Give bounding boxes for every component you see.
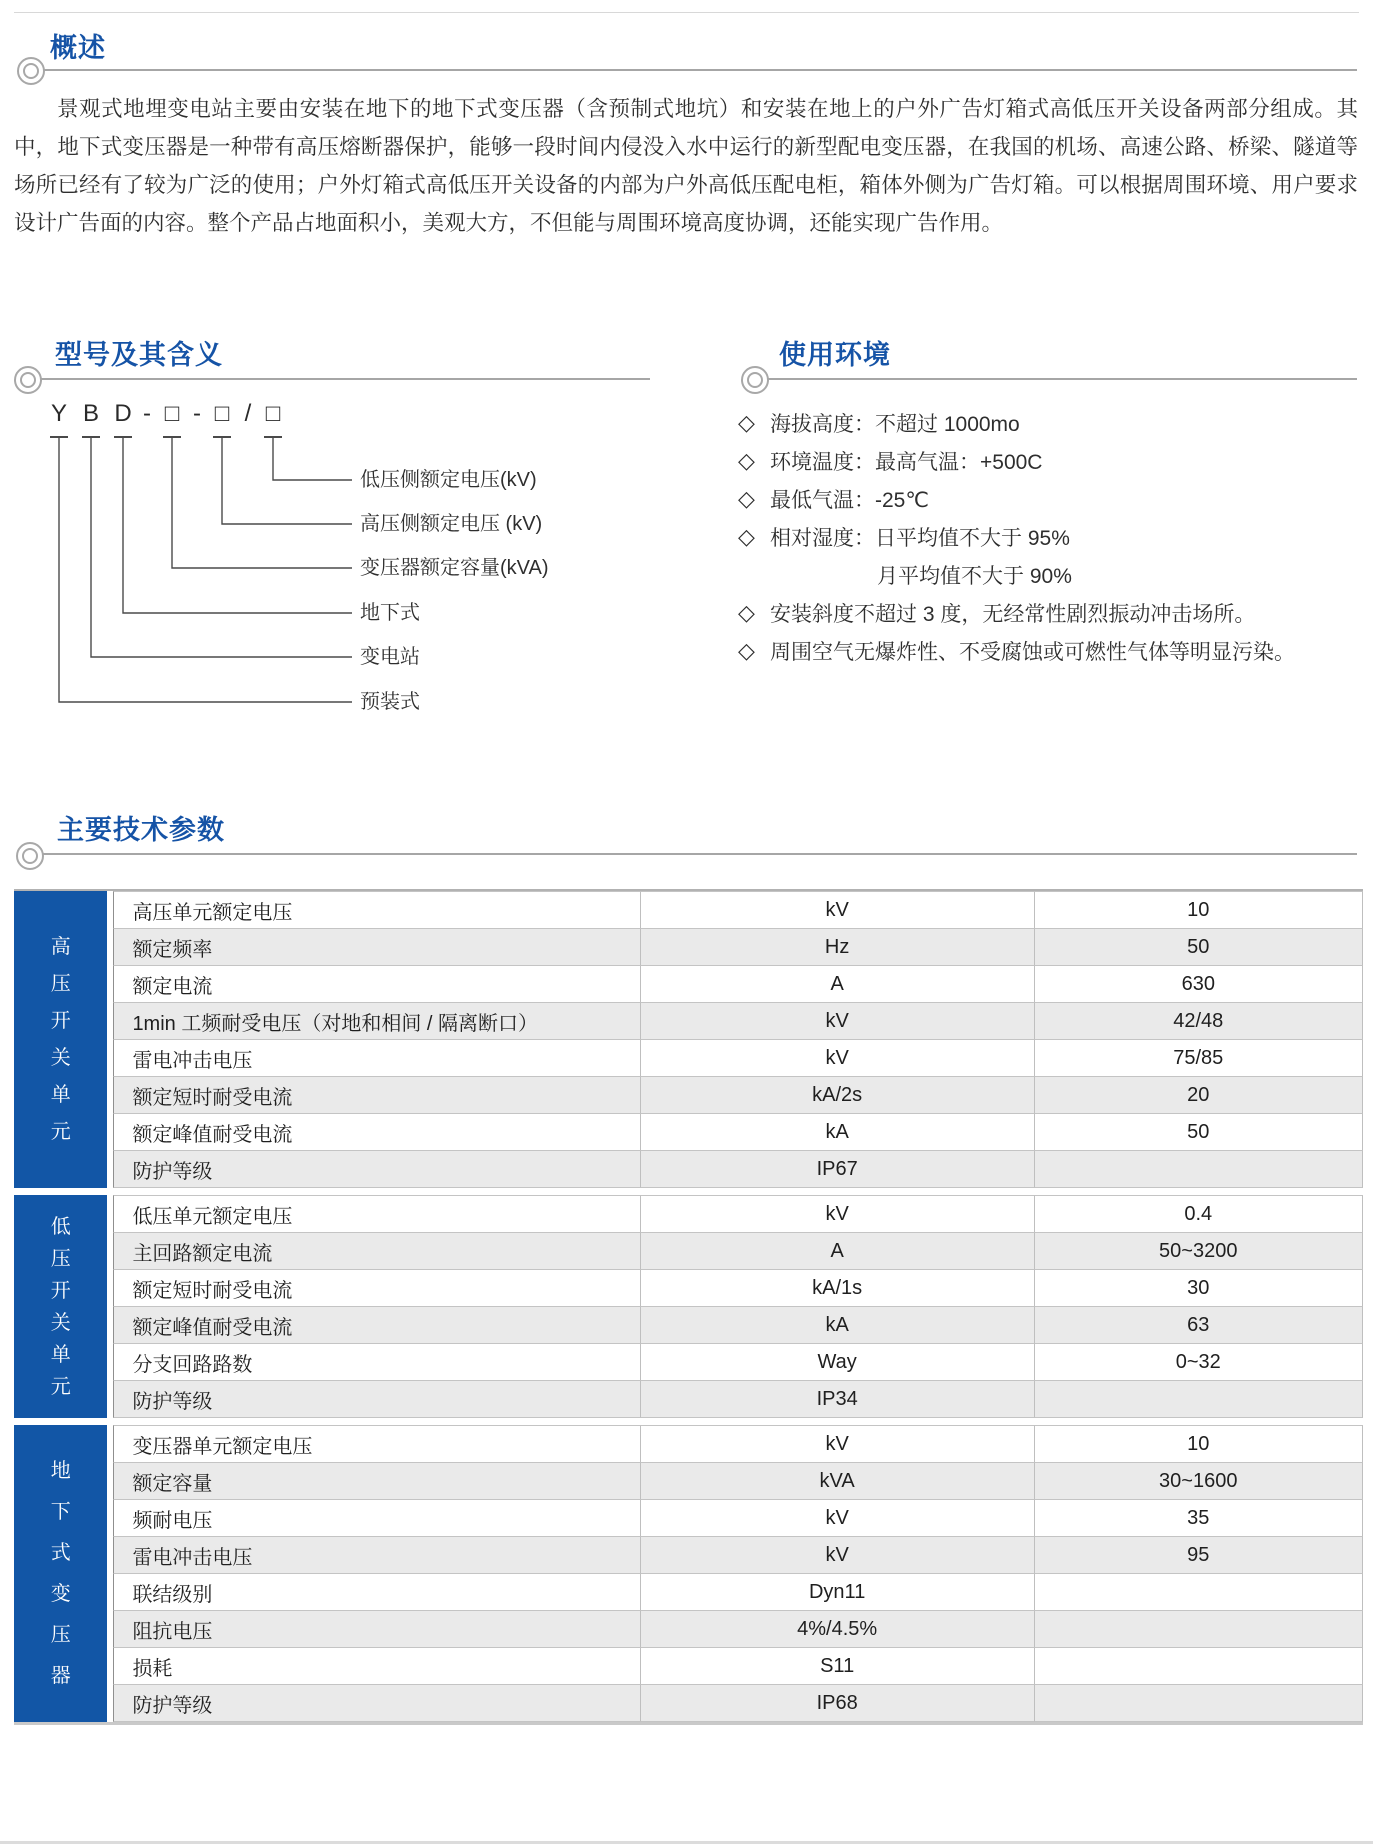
model-code-label: 变电站 [360, 646, 420, 668]
section-ring-icon [17, 57, 45, 85]
param-name-cell: 防护等级 [113, 1381, 640, 1418]
model-code-diagram [0, 400, 680, 730]
model-code-label: 高压侧额定电压 (kV) [360, 513, 543, 535]
page-top-divider [14, 12, 1359, 13]
param-unit-cell: kA [641, 1114, 1035, 1151]
model-code-symbol: □ [214, 400, 230, 427]
param-name-cell: 损耗 [113, 1648, 640, 1685]
param-unit-cell: kA [641, 1307, 1035, 1344]
environment-item [738, 632, 1368, 670]
environment-item-text: 周围空气无爆炸性、不受腐蚀或可燃性气体等明显污染。 [770, 641, 1295, 664]
param-unit-cell: kV [641, 1500, 1035, 1537]
diamond-bullet-icon: ◇ [738, 600, 755, 625]
param-value-cell: 30~1600 [1035, 1463, 1363, 1500]
table-row [14, 1077, 1363, 1114]
param-value-cell: 50 [1035, 929, 1363, 966]
param-unit-cell: kA/2s [641, 1077, 1035, 1114]
param-name-cell: 额定容量 [113, 1463, 640, 1500]
diamond-bullet-icon: ◇ [738, 486, 755, 511]
environment-item [738, 518, 1368, 556]
table-row [14, 1270, 1363, 1307]
model-code-symbol: Y [50, 400, 67, 427]
param-unit-cell: S11 [641, 1648, 1035, 1685]
environment-item [738, 404, 1368, 442]
model-code-symbol: / [244, 400, 252, 427]
param-unit-cell: kV [641, 891, 1035, 929]
group-sidebar [14, 1195, 113, 1418]
param-value-cell [1035, 1648, 1363, 1685]
environment-item [738, 594, 1368, 632]
param-value-cell [1035, 1381, 1363, 1418]
param-value-cell [1035, 1685, 1363, 1722]
parameter-group-table [14, 1195, 1363, 1418]
table-row [14, 1114, 1363, 1151]
param-value-cell: 95 [1035, 1537, 1363, 1574]
environment-section-rule [768, 378, 1357, 380]
param-name-cell: 分支回路路数 [113, 1344, 640, 1381]
environment-item-text: 环境温度：最高气温：+500C [770, 451, 1043, 474]
param-value-cell [1035, 1151, 1363, 1188]
table-row [14, 1500, 1363, 1537]
param-unit-cell: kV [641, 1425, 1035, 1463]
environment-item-text: 相对湿度：日平均值不大于 95% [770, 527, 1070, 550]
param-value-cell: 0.4 [1035, 1195, 1363, 1233]
param-value-cell: 20 [1035, 1077, 1363, 1114]
param-name-cell: 防护等级 [113, 1685, 640, 1722]
overview-section-rule [44, 69, 1357, 71]
environment-item-text: 最低气温：-25℃ [770, 489, 929, 512]
group-sidebar-label: 低压开关单元 [50, 1215, 71, 1398]
section-ring-inner-icon [23, 63, 39, 79]
param-unit-cell: IP68 [641, 1685, 1035, 1722]
section-ring-inner-icon [20, 372, 36, 388]
table-row [14, 1003, 1363, 1040]
parameters-section-title: 主要技术参数 [57, 815, 225, 845]
param-value-cell [1035, 1574, 1363, 1611]
table-row [14, 1233, 1363, 1270]
table-row [14, 1307, 1363, 1344]
param-value-cell: 30 [1035, 1270, 1363, 1307]
param-value-cell: 630 [1035, 966, 1363, 1003]
table-row [14, 1685, 1363, 1722]
environment-section-title: 使用环境 [779, 340, 891, 370]
model-code-symbol: □ [265, 400, 281, 427]
param-unit-cell: kV [641, 1195, 1035, 1233]
overview-paragraph: 景观式地埋变电站主要由安装在地下的地下式变压器（含预制式地坑）和安装在地上的户外广告灯箱式高低压开关设备两部分组成。其中，地下式变压器是一种带有高压熔断器保护，能够一段时间内侵没入水中运行的新型配电变压器，在我国的机场、高速公路、桥梁、隧道等场所已经有了较为广泛的使用；户外灯箱式高低压开关设备的内部为户外高低压配电柜，箱体外侧为广告灯箱。可以根据周围环境、用户要求设计广告面的内容。整个产品占地面积小，美观大方，不但能与周围环境高度协调，还能实现广告作用。 [14, 97, 1358, 235]
table-row [14, 1381, 1363, 1418]
param-name-cell: 频耐电压 [113, 1500, 640, 1537]
parameter-group-table [14, 891, 1363, 1188]
diamond-bullet-icon: ◇ [738, 410, 755, 435]
table-row [14, 1195, 1363, 1233]
param-name-cell: 雷电冲击电压 [113, 1040, 640, 1077]
section-ring-icon [741, 366, 769, 394]
param-name-cell: 额定频率 [113, 929, 640, 966]
section-ring-icon [14, 366, 42, 394]
diamond-bullet-icon: ◇ [738, 638, 755, 663]
param-value-cell: 42/48 [1035, 1003, 1363, 1040]
overview-section-title: 概述 [50, 33, 106, 63]
model-section-rule [41, 378, 650, 380]
table-row [14, 1425, 1363, 1463]
model-code-label: 预装式 [360, 691, 420, 713]
model-code-label: 地下式 [360, 602, 420, 624]
param-name-cell: 额定短时耐受电流 [113, 1270, 640, 1307]
param-unit-cell: Dyn11 [641, 1574, 1035, 1611]
param-value-cell: 35 [1035, 1500, 1363, 1537]
param-unit-cell: kV [641, 1537, 1035, 1574]
param-unit-cell: 4%/4.5% [641, 1611, 1035, 1648]
section-ring-inner-icon [22, 848, 38, 864]
param-value-cell: 63 [1035, 1307, 1363, 1344]
model-code-symbol: - [143, 400, 151, 427]
table-row [14, 1040, 1363, 1077]
param-name-cell: 额定电流 [113, 966, 640, 1003]
param-name-cell: 额定短时耐受电流 [113, 1077, 640, 1114]
environment-list [738, 404, 1368, 670]
parameter-group-table [14, 1425, 1363, 1722]
environment-item-text: 海拔高度：不超过 1000mo [770, 413, 1020, 436]
table-row [14, 1344, 1363, 1381]
param-value-cell: 75/85 [1035, 1040, 1363, 1077]
param-unit-cell: Hz [641, 929, 1035, 966]
model-code-symbol: D [114, 400, 132, 427]
environment-item-text: 月平均值不大于 90% [877, 565, 1072, 588]
environment-item [738, 556, 1368, 594]
section-ring-icon [16, 842, 44, 870]
table-row [14, 1151, 1363, 1188]
param-name-cell: 额定峰值耐受电流 [113, 1307, 640, 1344]
environment-item-text: 安装斜度不超过 3 度，无经常性剧烈振动冲击场所。 [770, 603, 1256, 626]
param-name-cell: 主回路额定电流 [113, 1233, 640, 1270]
environment-item [738, 442, 1368, 480]
model-code-label: 低压侧额定电压(kV) [360, 469, 537, 491]
param-unit-cell: IP34 [641, 1381, 1035, 1418]
table-row [14, 1648, 1363, 1685]
model-code-symbol: □ [164, 400, 180, 427]
param-name-cell: 低压单元额定电压 [113, 1195, 640, 1233]
table-row [14, 1611, 1363, 1648]
param-unit-cell: kA/1s [641, 1270, 1035, 1307]
table-row [14, 891, 1363, 929]
param-name-cell: 联结级别 [113, 1574, 640, 1611]
param-name-cell: 防护等级 [113, 1151, 640, 1188]
param-name-cell: 高压单元额定电压 [113, 891, 640, 929]
page-bottom-edge [0, 1841, 1373, 1844]
parameters-section-rule [43, 853, 1357, 855]
param-unit-cell: IP67 [641, 1151, 1035, 1188]
param-unit-cell: kV [641, 1040, 1035, 1077]
param-unit-cell: Way [641, 1344, 1035, 1381]
table-row [14, 966, 1363, 1003]
table-row [14, 929, 1363, 966]
table-row [14, 1463, 1363, 1500]
param-name-cell: 1min 工频耐受电压（对地和相间 / 隔离断口） [113, 1003, 640, 1040]
group-sidebar-label: 地下式变压器 [50, 1459, 71, 1687]
param-unit-cell: A [641, 966, 1035, 1003]
parameters-table [14, 889, 1363, 1725]
group-sidebar [14, 891, 113, 1188]
param-value-cell: 50 [1035, 1114, 1363, 1151]
param-name-cell: 额定峰值耐受电流 [113, 1114, 640, 1151]
diamond-bullet-icon: ◇ [738, 448, 755, 473]
environment-item [738, 480, 1368, 518]
param-value-cell: 10 [1035, 1425, 1363, 1463]
param-value-cell: 10 [1035, 891, 1363, 929]
model-connector-lines [0, 400, 680, 730]
param-value-cell: 50~3200 [1035, 1233, 1363, 1270]
group-sidebar [14, 1425, 113, 1722]
param-name-cell: 阻抗电压 [113, 1611, 640, 1648]
param-unit-cell: kVA [641, 1463, 1035, 1500]
param-unit-cell: A [641, 1233, 1035, 1270]
param-name-cell: 变压器单元额定电压 [113, 1425, 640, 1463]
model-code-symbol: B [82, 400, 99, 427]
model-code-symbol: - [193, 400, 201, 427]
param-unit-cell: kV [641, 1003, 1035, 1040]
group-sidebar-label: 高压开关单元 [50, 935, 71, 1143]
model-code-label: 变压器额定容量(kVA) [360, 557, 549, 579]
param-value-cell: 0~32 [1035, 1344, 1363, 1381]
param-name-cell: 雷电冲击电压 [113, 1537, 640, 1574]
model-section-title: 型号及其含义 [55, 340, 223, 370]
diamond-bullet-icon: ◇ [738, 524, 755, 549]
table-row [14, 1537, 1363, 1574]
table-row [14, 1574, 1363, 1611]
param-value-cell [1035, 1611, 1363, 1648]
section-ring-inner-icon [747, 372, 763, 388]
